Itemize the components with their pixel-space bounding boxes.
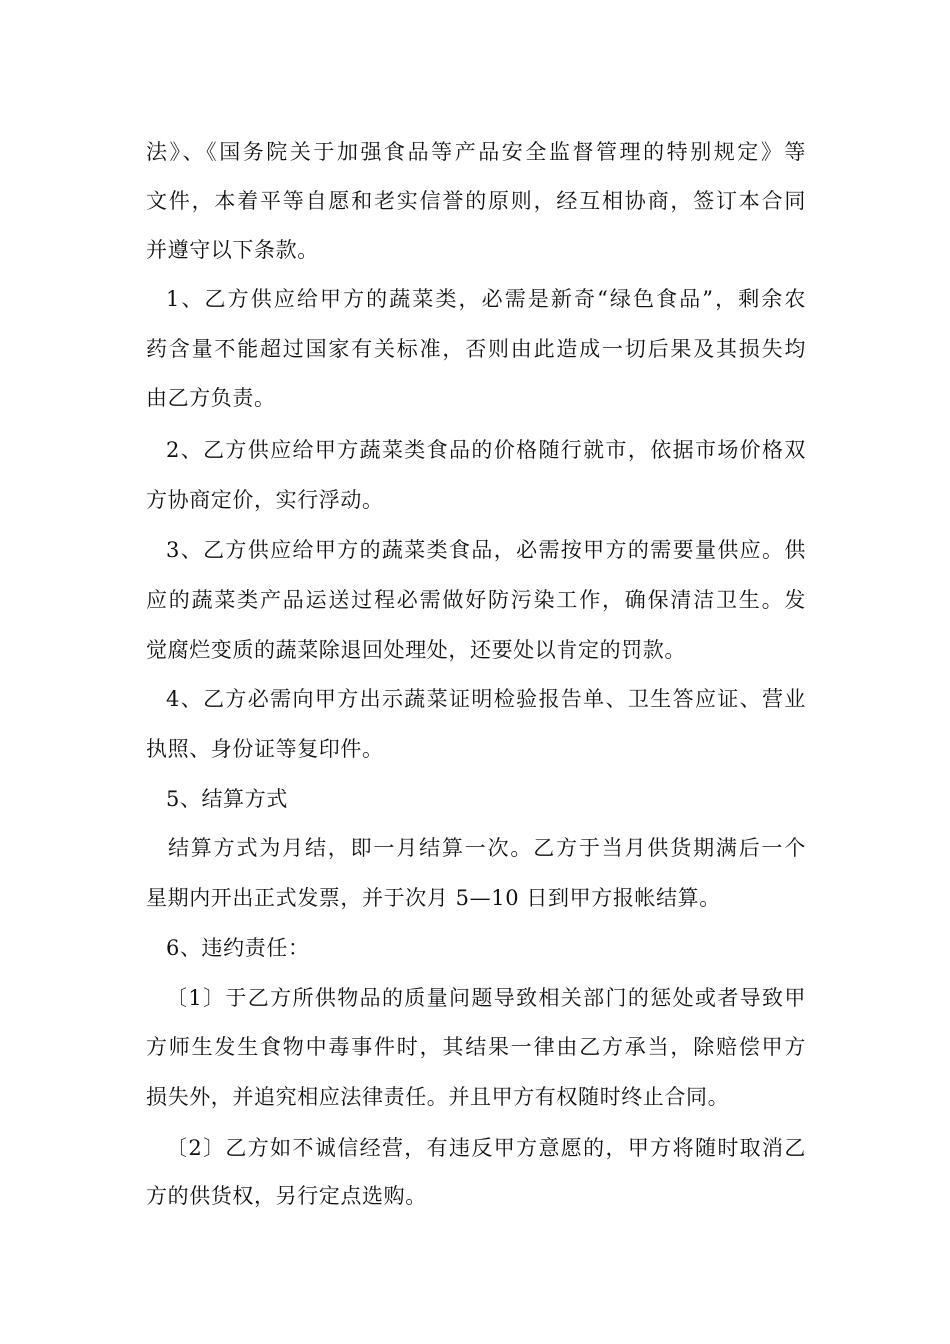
text-line: 方师生发生食物中毒事件时，其结果一律由乙方承当，除赔偿甲方 [146, 1035, 806, 1059]
text-line: 5、结算方式 [166, 787, 288, 811]
text-line: 6、违约责任： [166, 936, 310, 960]
text-line: 损失外，并追究相应法律责任。并且甲方有权随时终止合同。 [146, 1085, 730, 1109]
text-line: 法》、《国务院关于加强食品等产品安全监督管理的特别规定》等 [146, 140, 806, 164]
text-line: 4、乙方必需向甲方出示蔬菜证明检验报告单、卫生答应证、营业 [166, 687, 806, 711]
text-line: 并遵守以下条款。 [146, 238, 319, 262]
text-line: 星期内开出正式发票，并于次月 5—10 日到甲方报帐结算。 [146, 886, 721, 910]
text-line: 方的供货权，另行定点选购。 [146, 1184, 427, 1208]
text-line: 1、乙方供应给甲方的蔬菜类，必需是新奇“绿色食品”，剩余农 [166, 287, 806, 311]
text-line: 觉腐烂变质的蔬菜除退回处理处，还要处以肯定的罚款。 [146, 638, 686, 662]
text-line: 方协商定价，实行浮动。 [146, 488, 384, 512]
text-line: 应的蔬菜类产品运送过程必需做好防污染工作，确保清洁卫生。发 [146, 588, 806, 612]
text-line: 〔2〕乙方如不诚信经营，有违反甲方意愿的，甲方将随时取消乙 [166, 1136, 806, 1160]
text-line: 3、乙方供应给甲方的蔬菜类食品，必需按甲方的需要量供应。供 [166, 538, 806, 562]
text-line: 药含量不能超过国家有关标准，否则由此造成一切后果及其损失均 [146, 337, 806, 361]
text-line: 〔1〕于乙方所供物品的质量问题导致相关部门的惩处或者导致甲 [166, 986, 806, 1010]
text-line: 结算方式为月结，即一月结算一次。乙方于当月供货期满后一个 [168, 836, 806, 860]
text-line: 文件，本着平等自愿和老实信誉的原则，经互相协商，签订本合同 [146, 189, 806, 213]
text-line: 2、乙方供应给甲方蔬菜类食品的价格随行就市，依据市场价格双 [166, 438, 806, 462]
text-line: 执照、身份证等复印件。 [146, 737, 384, 761]
text-line: 由乙方负责。 [146, 386, 276, 410]
